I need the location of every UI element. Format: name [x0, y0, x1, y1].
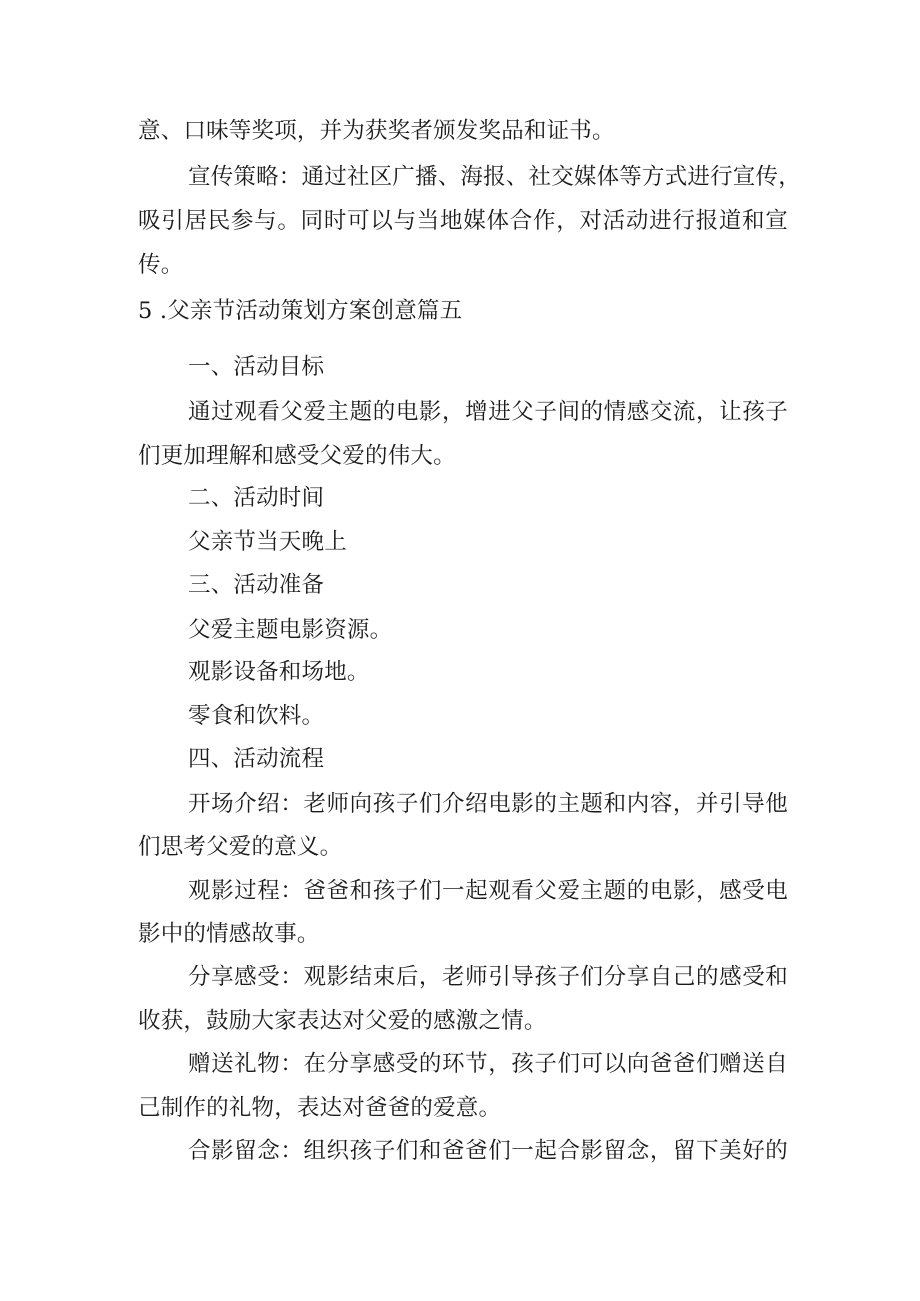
subsection-heading: 一、活动目标: [188, 354, 325, 380]
paragraph-line: 们思考父爱的意义。: [138, 834, 343, 860]
paragraph-line: 传。: [138, 252, 184, 278]
subsection-heading: 四、活动流程: [188, 746, 325, 772]
paragraph-line: 观影设备和场地。: [188, 659, 370, 685]
paragraph-line: 收获，鼓励大家表达对父爱的感激之情。: [138, 1008, 547, 1034]
paragraph-line: 宣传策略：通过社区广播、海报、社交媒体等方式进行宣传，: [188, 164, 801, 190]
paragraph-line: 合影留念：组织孩子们和爸爸们一起合影留念，留下美好的: [188, 1138, 788, 1164]
paragraph-line: 们更加理解和感受父爱的伟大。: [138, 443, 456, 469]
paragraph-line: 意、口味等奖项，并为获奖者颁发奖品和证书。: [138, 118, 615, 144]
paragraph-line: 零食和饮料。: [188, 703, 325, 729]
paragraph-line: 父爱主题电影资源。: [188, 617, 393, 643]
paragraph-line: 通过观看父爱主题的电影，增进父子间的情感交流，让孩子: [188, 399, 788, 425]
paragraph-line: 吸引居民参与。同时可以与当地媒体合作，对活动进行报道和宣: [138, 208, 788, 234]
paragraph-line: 赠送礼物：在分享感受的环节，孩子们可以向爸爸们赠送自: [188, 1051, 788, 1077]
subsection-heading: 三、活动准备: [188, 572, 325, 598]
subsection-heading: 二、活动时间: [188, 485, 325, 511]
paragraph-line: 影中的情感故事。: [138, 921, 320, 947]
section-heading: 5 .父亲节活动策划方案创意篇五: [138, 298, 463, 324]
paragraph-line: 己制作的礼物，表达对爸爸的爱意。: [138, 1095, 502, 1121]
paragraph-line: 父亲节当天晚上: [188, 529, 347, 555]
paragraph-line: 开场介绍：老师向孩子们介绍电影的主题和内容，并引导他: [188, 791, 788, 817]
paragraph-line: 分享感受：观影结束后，老师引导孩子们分享自己的感受和: [188, 964, 788, 990]
paragraph-line: 观影过程：爸爸和孩子们一起观看父爱主题的电影，感受电: [188, 878, 788, 904]
